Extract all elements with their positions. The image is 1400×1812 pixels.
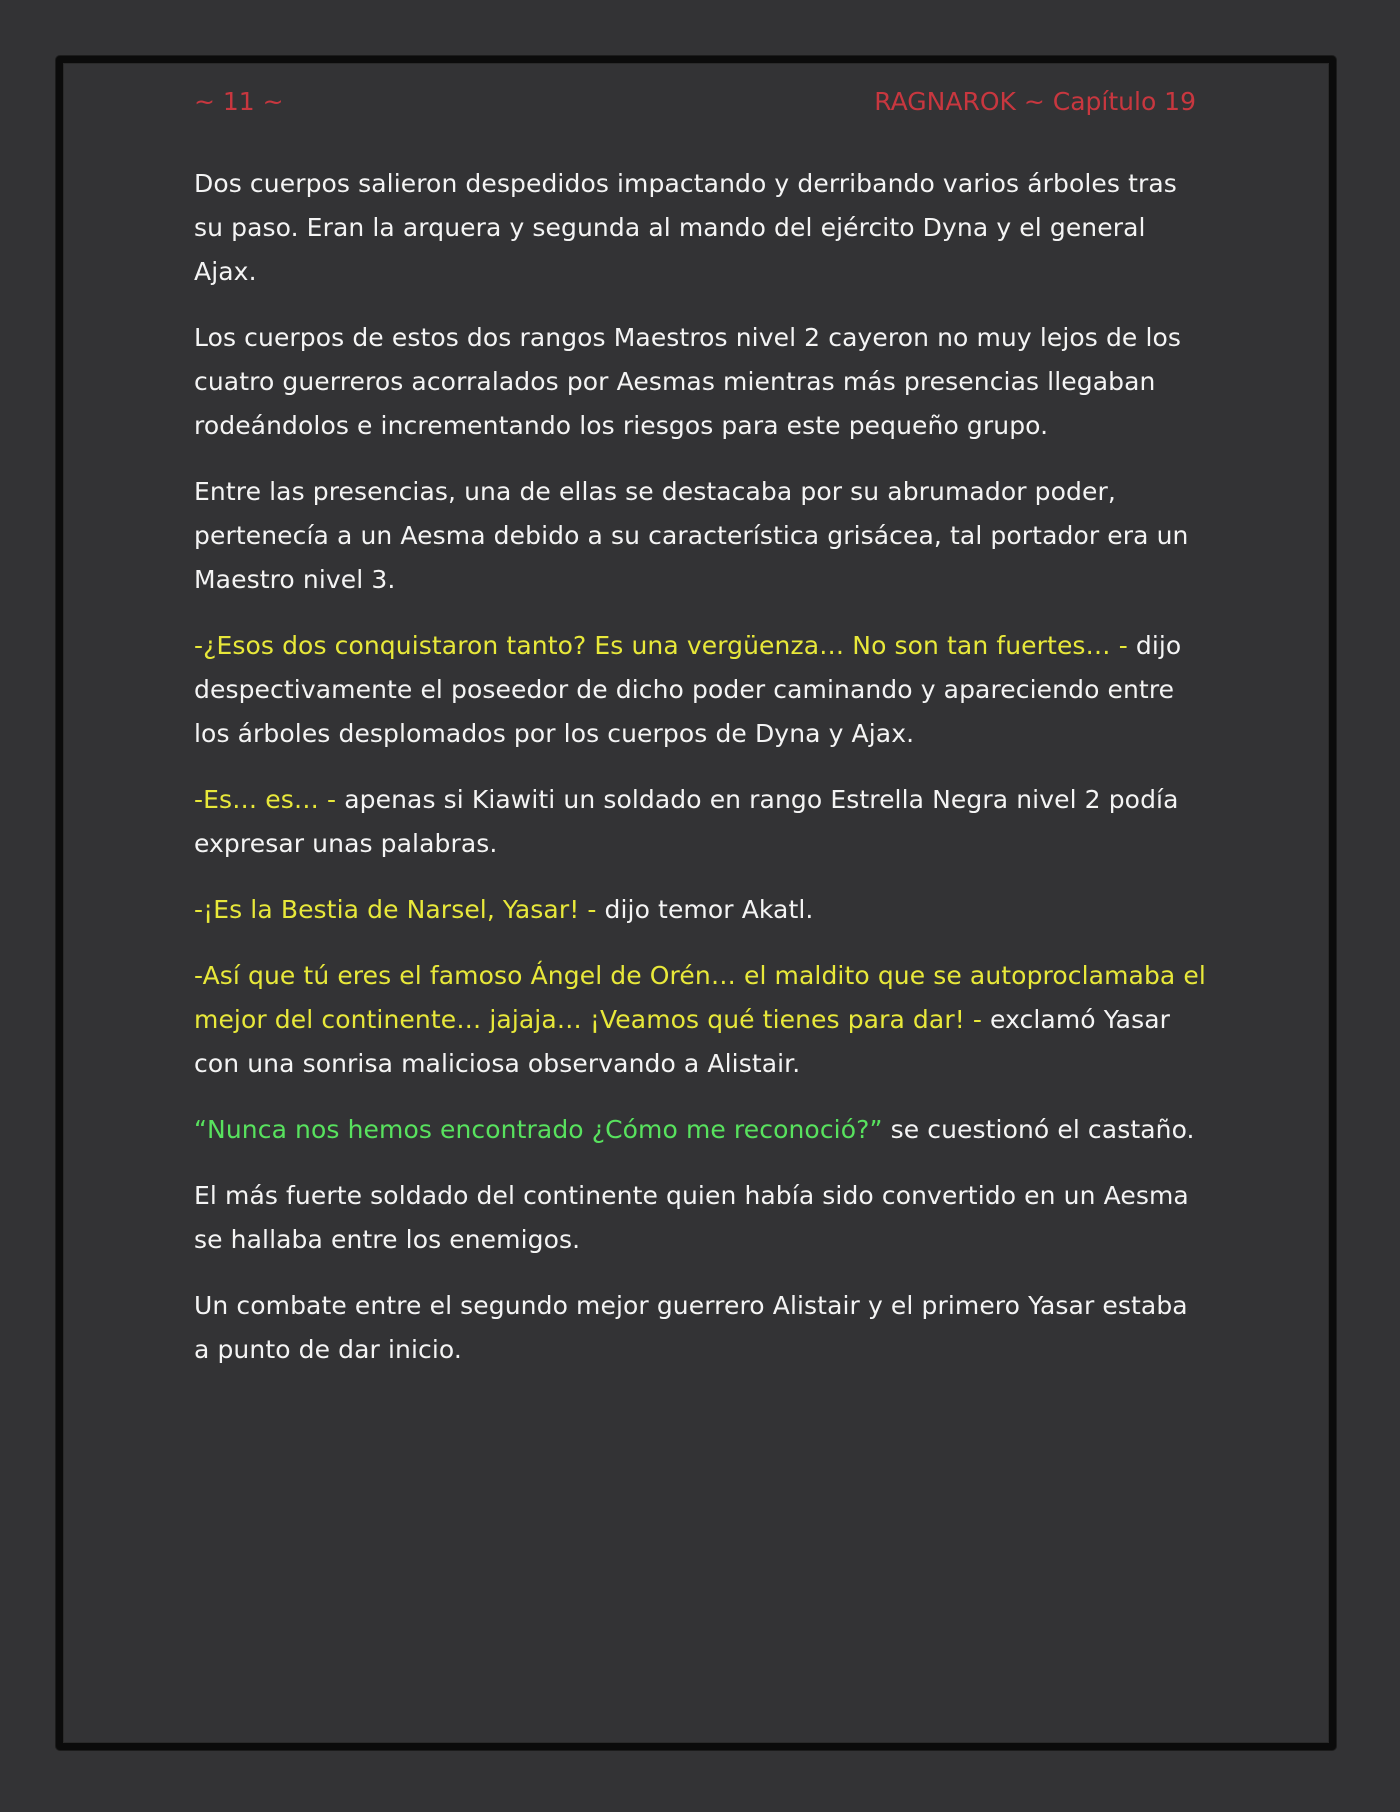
- chapter-title: RAGNAROK ~ Capítulo 19: [874, 87, 1196, 116]
- paragraph-8: [194, 1108, 1206, 1152]
- paragraph-4: [194, 624, 1206, 756]
- paragraph-10: Un combate entre el segundo mejor guerrero Alistair y el primero Yasar estaba a punto de dar inicio.: [194, 1291, 1188, 1364]
- inner-thought: “Nunca nos hemos encontrado ¿Cómo me reconoció?”: [194, 1115, 883, 1144]
- dialogue-narration: apenas si Kiawiti un soldado en rango Estrella Negra nivel 2 podía expresar unas palabras.: [194, 785, 1179, 858]
- paragraph-7: [194, 954, 1206, 1086]
- dialogue-speech: -¿Esos dos conquistaron tanto? Es una vergüenza… No son tan fuertes… -: [194, 631, 1128, 660]
- page-header: [194, 84, 1196, 120]
- dialogue-speech: -¡Es la Bestia de Narsel, Yasar! -: [194, 895, 597, 924]
- dialogue-narration: dijo temor Akatl.: [596, 895, 814, 924]
- paragraph-1: Dos cuerpos salieron despedidos impactando y derribando varios árboles tras su paso. Eran la arquera y segunda al mando del ejército Dyna y el general Ajax.: [194, 169, 1177, 286]
- paragraph-5: [194, 778, 1206, 866]
- paragraph-2: Los cuerpos de estos dos rangos Maestros nivel 2 cayeron no muy lejos de los cuatro guerreros acorralados por Aesmas mientras más presencias llegaban rodeándolos e incrementando los riesgos para este pequeño grupo.: [194, 323, 1182, 440]
- paragraph-6: [194, 888, 1206, 932]
- dialogue-speech: -Así que tú eres el famoso Ángel de Orén… el maldito que se autoproclamaba el mejor del continente… jajaja… ¡Veamos qué tienes para dar! -: [194, 961, 1206, 1034]
- paragraph-9: El más fuerte soldado del continente quien había sido convertido en un Aesma se hallaba entre los enemigos.: [194, 1181, 1189, 1254]
- paragraph-3: Entre las presencias, una de ellas se destacaba por su abrumador poder, pertenecía a un Aesma debido a su característica grisácea, tal portador era un Maestro nivel 3.: [194, 477, 1189, 594]
- dialogue-speech: -Es… es… -: [194, 785, 337, 814]
- story-text: [194, 162, 1206, 1394]
- dialogue-narration: dijo despectivamente el poseedor de dicho poder caminando y apareciendo entre los árboles desplomados por los cuerpos de Dyna y Ajax.: [194, 631, 1182, 748]
- thought-narration: se cuestionó el castaño.: [882, 1115, 1195, 1144]
- dialogue-narration: exclamó Yasar con una sonrisa maliciosa observando a Alistair.: [194, 1005, 1171, 1078]
- page-number: ~ 11 ~: [194, 87, 284, 116]
